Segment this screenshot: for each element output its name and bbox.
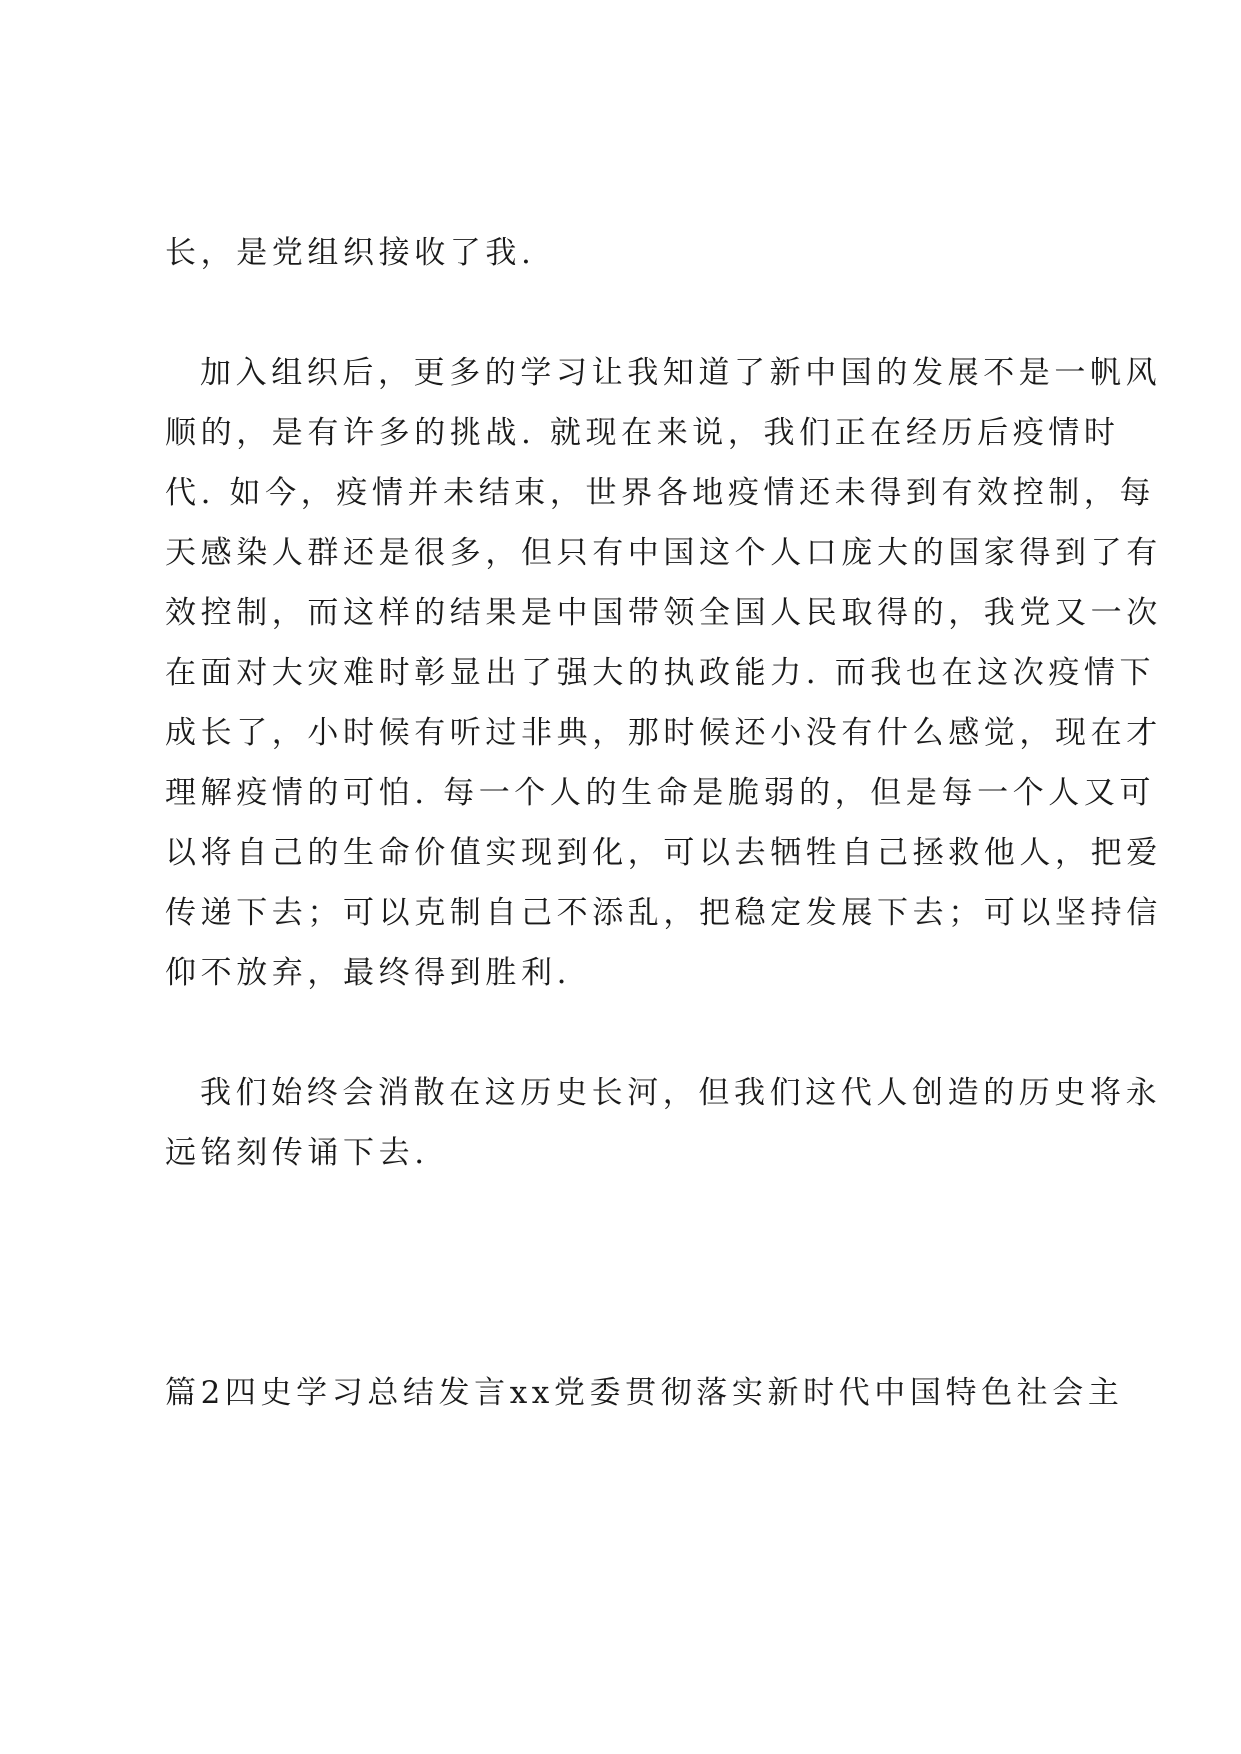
- paragraph-line: 以将自己的生命价值实现到化，可以去牺牲自己拯救他人，把爱: [165, 835, 1162, 871]
- paragraph-line: 顺的，是有许多的挑战. 就现在来说，我们正在经历后疫情时: [165, 415, 1120, 451]
- paragraph-line: 效控制，而这样的结果是中国带领全国人民取得的，我党又一次: [165, 595, 1162, 631]
- paragraph-line: 理解疫情的可怕. 每一个人的生命是脆弱的，但是每一个人又可: [165, 775, 1156, 811]
- paragraph-line: 我们始终会消散在这历史长河，但我们这代人创造的历史将永: [200, 1075, 1162, 1111]
- paragraph-line: 在面对大灾难时彰显出了强大的执政能力. 而我也在这次疫情下: [165, 655, 1156, 691]
- section-heading: 篇2四史学习总结发言xx党委贯彻落实新时代中国特色社会主: [165, 1375, 1124, 1411]
- paragraph-line: 远铭刻传诵下去.: [165, 1135, 429, 1171]
- paragraph-line: 传递下去；可以克制自己不添乱，把稳定发展下去；可以坚持信: [165, 895, 1162, 931]
- paragraph-line: 仰不放弃，最终得到胜利.: [165, 955, 572, 991]
- paragraph-line: 天感染人群还是很多，但只有中国这个人口庞大的国家得到了有: [165, 535, 1162, 571]
- paragraph-line: 成长了，小时候有听过非典，那时候还小没有什么感觉，现在才: [165, 715, 1162, 751]
- paragraph-line: 长，是党组织接收了我.: [165, 235, 536, 271]
- paragraph-line: 代. 如今，疫情并未结束，世界各地疫情还未得到有效控制，每: [165, 475, 1156, 511]
- paragraph-line: 加入组织后，更多的学习让我知道了新中国的发展不是一帆风: [200, 355, 1162, 391]
